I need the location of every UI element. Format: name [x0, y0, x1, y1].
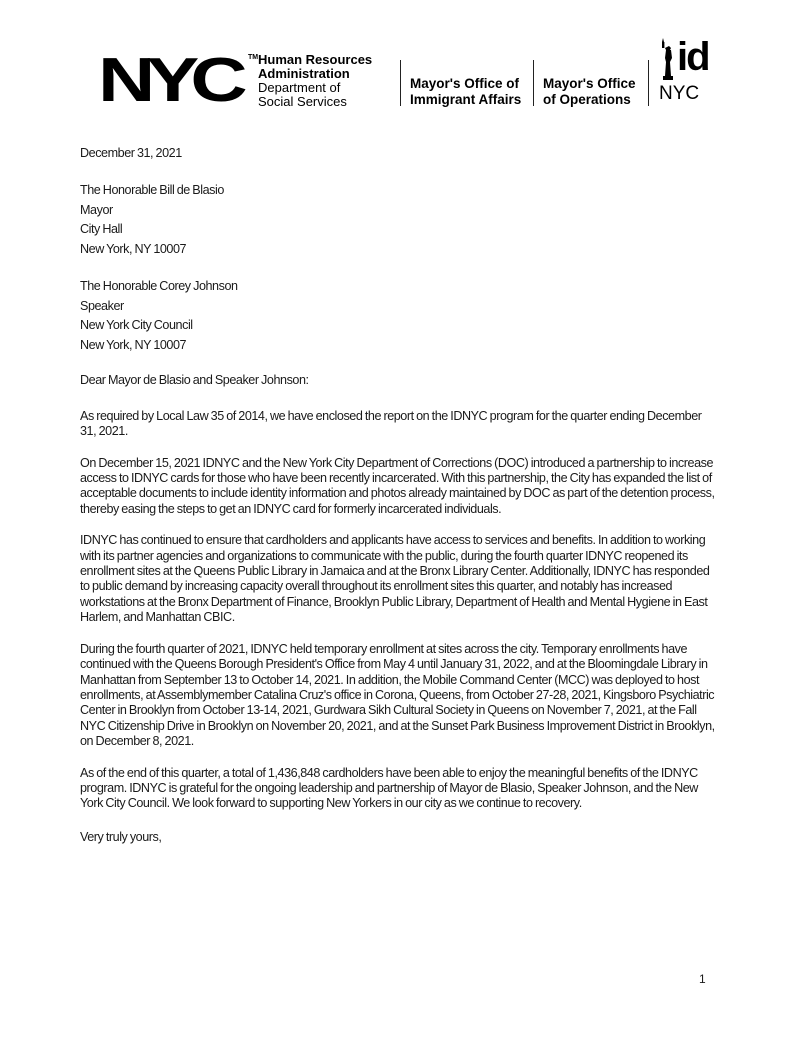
- page-number: 1: [699, 972, 706, 986]
- address-line: Speaker: [80, 298, 124, 313]
- address-line: City Hall: [80, 222, 123, 237]
- id-nyc-text: NYC: [659, 83, 700, 104]
- salutation: Dear Mayor de Blasio and Speaker Johnson:: [80, 373, 309, 388]
- divider: [533, 60, 534, 106]
- trademark-mark: TM: [248, 54, 259, 61]
- dss-line-1: Department of: [258, 80, 341, 95]
- office2-line-2: of Operations: [543, 92, 631, 107]
- address-line: The Honorable Corey Johnson: [80, 279, 238, 294]
- paragraph-doc-partnership: On December 15, 2021 IDNYC and the New York City Department of Corrections (DOC) introduced a partnership to increase access to IDNYC cards for those who have been recently incarcerated. With this partnership, the City has expanded the list of acceptable documents to include identity information and photos already maintained by DOC as part of the detention process, thereby easing the steps to get an IDNYC card for formerly incarcerated individuals.: [80, 455, 715, 516]
- office1-line-2: Immigrant Affairs: [410, 92, 522, 107]
- paragraph-local-law: As required by Local Law 35 of 2014, we have enclosed the report on the IDNYC program for the quarter ending December 31, 2021.: [80, 408, 702, 439]
- divider: [648, 60, 649, 106]
- letter-body: [80, 146, 720, 845]
- nyc-logo: NYC: [98, 46, 239, 115]
- id-mark: id: [677, 35, 709, 79]
- letterhead: [0, 0, 800, 140]
- address-line: New York, NY 10007: [80, 337, 187, 352]
- paragraph-cardholder-total: As of the end of this quarter, a total of 1,436,848 cardholders have been able to enjoy the meaningful benefits of the IDNYC program. IDNYC is grateful for the ongoing leadership and partnership of Mayor de Blasio, Speaker Johnson, and the New York City Council. We look forward to supporting New Yorkers in our city as we continue to recovery.: [80, 765, 698, 811]
- dss-line-2: Social Services: [258, 94, 347, 109]
- recipient-address-1: [80, 181, 720, 259]
- address-line: The Honorable Bill de Blasio: [80, 183, 224, 198]
- paragraph-temporary-enrollment: During the fourth quarter of 2021, IDNYC held temporary enrollment at sites across the city. Temporary enrollments have continued with the Queens Borough President's Office from May 4 until January 31, 2022, and at the Bloomingdale Library in Manhattan from September 13 to October 14, 2021. In addition, the Mobile Command Center (MCC) was deployed to host enrollments, at Assemblymember Catalina Cruz's office in Corona, Queens, from October 27-28, 2021, Kingsboro Psychiatric Center in Brooklyn from October 13-14, 2021, Gurdwara Sikh Cultural Society in Queens on November 7, 2021, at the Fall NYC Citizenship Drive in Brooklyn on November 20, 2021, and at the Sunset Park Business Improvement District in Brooklyn, on December 8, 2021.: [80, 641, 715, 749]
- office1-line-1: Mayor's Office of: [410, 76, 519, 91]
- statue-of-liberty-icon: [657, 36, 677, 82]
- address-line: Mayor: [80, 202, 113, 217]
- mayors-office-operations: [543, 76, 636, 108]
- paragraph-services-access: IDNYC has continued to ensure that cardholders and applicants have access to services and benefits. In addition to working with its partner agencies and organizations to communicate with the public, during the fourth quarter IDNYC reopened its enrollment sites at the Queens Public Library in Jamaica and at the Bronx Library Center. Additionally, IDNYC has responded to public demand by increasing capacity overall throughout its enrollment sites this quarter, and notably has increased workstations at the Bronx Department of Finance, Brooklyn Public Library, Department of Health and Mental Hygiene in East Harlem, and Manhattan CBIC.: [80, 533, 710, 625]
- recipient-address-2: [80, 277, 720, 355]
- hra-dss-block: [258, 53, 372, 109]
- office2-line-1: Mayor's Office: [543, 76, 636, 91]
- mayors-office-immigrant-affairs: [410, 76, 521, 108]
- letter-date: December 31, 2021: [80, 146, 182, 160]
- hra-line-2: Administration: [258, 66, 350, 81]
- address-line: New York City Council: [80, 318, 193, 333]
- hra-line-1: Human Resources: [258, 52, 373, 67]
- closing: Very truly yours,: [80, 829, 162, 844]
- divider: [400, 60, 401, 106]
- address-line: New York, NY 10007: [80, 241, 187, 256]
- idnyc-logo: [659, 36, 709, 108]
